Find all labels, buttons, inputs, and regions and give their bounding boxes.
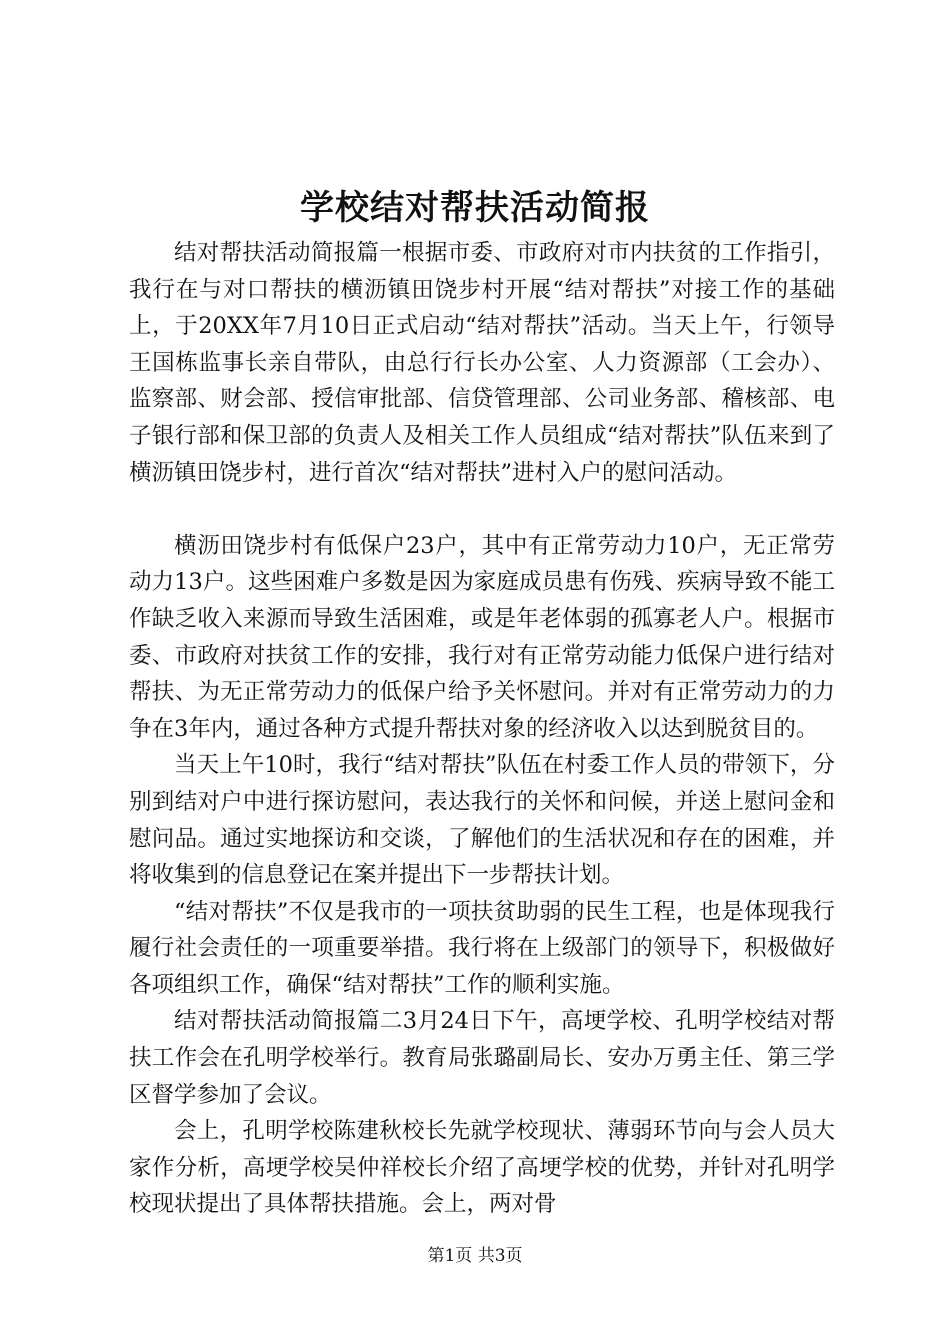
paragraph: 结对帮扶活动简报篇一根据市委、市政府对市内扶贫的工作指引，我行在与对口帮扶的横沥镇田饶步村开展“结对帮扶”对接工作的基础上，于20XX年7月10日正式启动“结对帮扶”活动。当天上午，行领导王国栋监事长亲自带队，由总行行长办公室、人力资源部（工会办）、监察部、财会部、授信审批部、信贷管理部、公司业务部、稽核部、电子银行部和保卫部的负责人及相关工作人员组成“结对帮扶”队伍来到了横沥镇田饶步村，进行首次“结对帮扶”进村入户的慰问活动。 bbox=[129, 240, 835, 486]
document-body bbox=[129, 235, 835, 1223]
document-title: 学校结对帮扶活动简报 bbox=[300, 188, 650, 228]
paragraph: 当天上午10时，我行“结对帮扶”队伍在村委工作人员的带领下，分别到结对户中进行探访慰问，表达我行的关怀和问候，并送上慰问金和慰问品。通过实地探访和交谈，了解他们的生活状况和存在的困难，并将收集到的信息登记在案并提出下一步帮扶计划。 bbox=[129, 752, 835, 889]
paragraph: 结对帮扶活动简报篇二3月24日下午，高埂学校、孔明学校结对帮扶工作会在孔明学校举行。教育局张璐副局长、安办万勇主任、第三学区督学参加了会议。 bbox=[129, 1008, 835, 1108]
paragraph: 会上，孔明学校陈建秋校长先就学校现状、薄弱环节向与会人员大家作分析，高埂学校吴仲祥校长介绍了高埂学校的优势，并针对孔明学校现状提出了具体帮扶措施。会上，两对骨 bbox=[129, 1118, 835, 1218]
paragraph: 横沥田饶步村有低保户23户，其中有正常劳动力10户，无正常劳动力13户。这些困难户多数是因为家庭成员患有伤残、疾病导致不能工作缺乏收入来源而导致生活困难，或是年老体弱的孤寡老人户。根据市委、市政府对扶贫工作的安排，我行对有正常劳动能力低保户进行结对帮扶、为无正常劳动力的低保户给予关怀慰问。并对有正常劳动力的力争在3年内，通过各种方式提升帮扶对象的经济收入以达到脱贫目的。 bbox=[129, 532, 835, 742]
paragraph: “结对帮扶”不仅是我市的一项扶贫助弱的民生工程，也是体现我行履行社会责任的一项重要举措。我行将在上级部门的领导下，积极做好各项组织工作，确保“结对帮扶”工作的顺利实施。 bbox=[129, 898, 835, 998]
page-footer: 第1页 共3页 bbox=[427, 1246, 523, 1266]
